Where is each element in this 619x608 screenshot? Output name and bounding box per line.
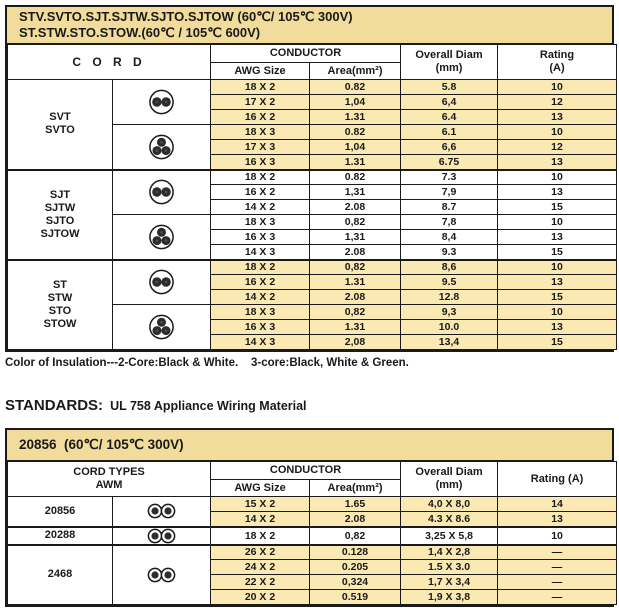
flat-2core-icon [146, 528, 177, 544]
rating-cell: 15 [498, 200, 617, 215]
cord-type-name-cell: 2468 [8, 545, 113, 605]
awg-size-cell: 14 X 3 [211, 245, 310, 260]
table-row [8, 527, 617, 545]
col-header-rating [498, 45, 617, 80]
standards-value: UL 758 Appliance Wiring Material [110, 399, 307, 413]
rating-label: Rating [539, 49, 575, 61]
awg-size-cell: 22 X 2 [211, 575, 310, 590]
rating-cell: 13 [498, 185, 617, 200]
rating-cell: 10 [498, 170, 617, 185]
table-row [8, 260, 617, 275]
overall-diam-cell: 1,9 X 3,8 [401, 590, 498, 605]
overall-diam-cell: 6.1 [401, 125, 498, 140]
rating-cell: — [498, 590, 617, 605]
rating-cell: 10 [498, 80, 617, 95]
area-cell: 0.82 [310, 125, 401, 140]
flat-2core-icon-cell [113, 497, 211, 527]
rating-unit: (A) [549, 62, 565, 74]
area-cell: 2.08 [310, 200, 401, 215]
col-header-cord-types [8, 462, 211, 497]
overall-diam-cell: 6.4 [401, 110, 498, 125]
rating-cell: 15 [498, 290, 617, 305]
area-cell: 0,82 [310, 215, 401, 230]
round-3core-icon [148, 224, 175, 250]
rating-cell: 13 [498, 320, 617, 335]
awg-size-cell: 16 X 3 [211, 320, 310, 335]
table-row [8, 80, 617, 95]
awg-size-cell: 18 X 3 [211, 305, 310, 320]
round-3core-icon [148, 314, 175, 340]
standards-line [5, 397, 307, 414]
awg-size-cell: 17 X 2 [211, 95, 310, 110]
flat-2core-icon-cell [113, 527, 211, 545]
cord-type-name-cell: 20288 [8, 527, 113, 545]
table1-title-line1: STV.SVTO.SJT.SJTW.SJTO.SJTOW (60℃/ 105℃ 300V) [19, 9, 353, 24]
table1 [7, 44, 617, 350]
overall-diam-unit-2: (mm) [435, 479, 463, 491]
col-header-conductor-2: CONDUCTOR [211, 462, 401, 480]
col-header-rating-2: Rating (A) [498, 462, 617, 497]
rating-cell: 15 [498, 335, 617, 350]
overall-diam-cell: 1,7 X 3,4 [401, 575, 498, 590]
table2-title: 20856 (60℃/ 105℃ 300V) [19, 437, 184, 452]
cord-spec-table-1 [5, 5, 614, 352]
area-cell: 1.31 [310, 155, 401, 170]
area-cell: 2.08 [310, 245, 401, 260]
table1-body [8, 80, 617, 350]
awg-size-cell: 16 X 3 [211, 155, 310, 170]
rating-cell: 10 [498, 260, 617, 275]
overall-diam-unit: (mm) [435, 62, 463, 74]
awg-size-cell: 18 X 2 [211, 170, 310, 185]
overall-diam-cell: 5.8 [401, 80, 498, 95]
overall-diam-cell: 7,8 [401, 215, 498, 230]
awg-size-cell: 16 X 2 [211, 275, 310, 290]
table-row [8, 545, 617, 560]
awg-size-cell: 15 X 2 [211, 497, 310, 512]
overall-diam-cell: 1,4 X 2,8 [401, 545, 498, 560]
col-header-conductor: CONDUCTOR [211, 45, 401, 63]
table1-header [8, 45, 617, 80]
flat-2core-icon-cell [113, 545, 211, 605]
overall-diam-cell: 6.75 [401, 155, 498, 170]
round-2core-icon-cell [113, 260, 211, 305]
overall-diam-cell: 6,6 [401, 140, 498, 155]
area-cell: 1,31 [310, 185, 401, 200]
area-cell: 1,04 [310, 95, 401, 110]
rating-cell: 13 [498, 275, 617, 290]
overall-diam-label: Overall Diam [415, 49, 483, 61]
table2-header [8, 462, 617, 497]
awg-size-cell: 18 X 2 [211, 80, 310, 95]
area-cell: 0.205 [310, 560, 401, 575]
area-cell: 0,82 [310, 527, 401, 545]
cord-type-name-cell: SVT SVTO [8, 80, 113, 170]
area-cell: 0.128 [310, 545, 401, 560]
rating-cell: 13 [498, 155, 617, 170]
table2-title-band [7, 430, 612, 461]
round-2core-icon [148, 269, 175, 295]
area-cell: 2,08 [310, 335, 401, 350]
overall-diam-cell: 4.3 X 8.6 [401, 512, 498, 527]
overall-diam-cell: 3,25 X 5,8 [401, 527, 498, 545]
flat-2core-icon [146, 503, 177, 519]
col-header-area: Area(mm²) [310, 63, 401, 80]
rating-cell: 10 [498, 215, 617, 230]
table2-body [8, 497, 617, 605]
round-3core-icon-cell [113, 125, 211, 170]
overall-diam-cell: 9,3 [401, 305, 498, 320]
area-cell: 1,04 [310, 140, 401, 155]
table-row [8, 170, 617, 185]
col-header-overall-diam [401, 45, 498, 80]
round-2core-icon [148, 89, 175, 115]
awg-size-cell: 24 X 2 [211, 560, 310, 575]
awg-size-cell: 16 X 2 [211, 185, 310, 200]
awm-label: AWM [95, 479, 123, 491]
area-cell: 1.31 [310, 275, 401, 290]
area-cell: 2.08 [310, 512, 401, 527]
overall-diam-cell: 7.3 [401, 170, 498, 185]
awg-size-cell: 18 X 2 [211, 527, 310, 545]
area-cell: 1.31 [310, 110, 401, 125]
overall-diam-cell: 8.7 [401, 200, 498, 215]
rating-cell: 10 [498, 305, 617, 320]
overall-diam-cell: 4,0 X 8,0 [401, 497, 498, 512]
col-header-overall-diam-2 [401, 462, 498, 497]
awg-size-cell: 18 X 3 [211, 125, 310, 140]
cord-types-label: CORD TYPES [73, 466, 145, 478]
rating-cell: 13 [498, 110, 617, 125]
round-2core-icon-cell [113, 170, 211, 215]
standards-label: STANDARDS: [5, 397, 104, 414]
awg-size-cell: 18 X 3 [211, 215, 310, 230]
awg-size-cell: 20 X 2 [211, 590, 310, 605]
overall-diam-cell: 9.5 [401, 275, 498, 290]
overall-diam-cell: 13,4 [401, 335, 498, 350]
rating-cell: 12 [498, 140, 617, 155]
awg-size-cell: 14 X 3 [211, 335, 310, 350]
awg-size-cell: 14 X 2 [211, 200, 310, 215]
awg-size-cell: 16 X 3 [211, 230, 310, 245]
overall-diam-cell: 12.8 [401, 290, 498, 305]
overall-diam-cell: 9.3 [401, 245, 498, 260]
awg-size-cell: 17 X 3 [211, 140, 310, 155]
col-header-cord: C O R D [8, 45, 211, 80]
area-cell: 0,82 [310, 305, 401, 320]
awg-size-cell: 16 X 2 [211, 110, 310, 125]
rating-cell: 10 [498, 527, 617, 545]
rating-cell: 10 [498, 125, 617, 140]
cord-type-name-cell: SJT SJTW SJTO SJTOW [8, 170, 113, 260]
overall-diam-cell: 10.0 [401, 320, 498, 335]
area-cell: 0,324 [310, 575, 401, 590]
flat-2core-icon [146, 567, 177, 583]
insulation-color-note: Color of Insulation---2-Core:Black & White. 3-core:Black, White & Green. [5, 357, 409, 369]
awg-size-cell: 14 X 2 [211, 290, 310, 305]
cord-type-name-cell: 20856 [8, 497, 113, 527]
rating-cell: — [498, 545, 617, 560]
round-3core-icon-cell [113, 215, 211, 260]
round-3core-icon [148, 134, 175, 160]
overall-diam-cell: 6,4 [401, 95, 498, 110]
overall-diam-cell: 1.5 X 3.0 [401, 560, 498, 575]
overall-diam-cell: 8,6 [401, 260, 498, 275]
col-header-awg-size: AWG Size [211, 63, 310, 80]
table-row [8, 497, 617, 512]
area-cell: 0.519 [310, 590, 401, 605]
area-cell: 2.08 [310, 290, 401, 305]
area-cell: 1.31 [310, 320, 401, 335]
area-cell: 0,82 [310, 260, 401, 275]
round-2core-icon-cell [113, 80, 211, 125]
rating-cell: — [498, 575, 617, 590]
rating-cell: 13 [498, 230, 617, 245]
col-header-area-2: Area(mm²) [310, 480, 401, 497]
rating-cell: 14 [498, 497, 617, 512]
cord-type-name-cell: ST STW STO STOW [8, 260, 113, 350]
area-cell: 0.82 [310, 170, 401, 185]
awg-size-cell: 18 X 2 [211, 260, 310, 275]
rating-cell: — [498, 560, 617, 575]
awg-size-cell: 14 X 2 [211, 512, 310, 527]
area-cell: 0.82 [310, 80, 401, 95]
table1-title-band [7, 7, 612, 44]
rating-cell: 15 [498, 245, 617, 260]
round-3core-icon-cell [113, 305, 211, 350]
overall-diam-cell: 7,9 [401, 185, 498, 200]
round-2core-icon [148, 179, 175, 205]
awg-size-cell: 26 X 2 [211, 545, 310, 560]
table1-title-line2: ST.STW.STO.STOW.(60℃ / 105℃ 600V) [19, 25, 261, 40]
area-cell: 1.65 [310, 497, 401, 512]
overall-diam-label-2: Overall Diam [415, 466, 483, 478]
overall-diam-cell: 8,4 [401, 230, 498, 245]
rating-cell: 12 [498, 95, 617, 110]
col-header-awg-size-2: AWG Size [211, 480, 310, 497]
awm-spec-table-2 [5, 428, 614, 607]
rating-cell: 13 [498, 512, 617, 527]
table2 [7, 461, 617, 605]
area-cell: 1,31 [310, 230, 401, 245]
